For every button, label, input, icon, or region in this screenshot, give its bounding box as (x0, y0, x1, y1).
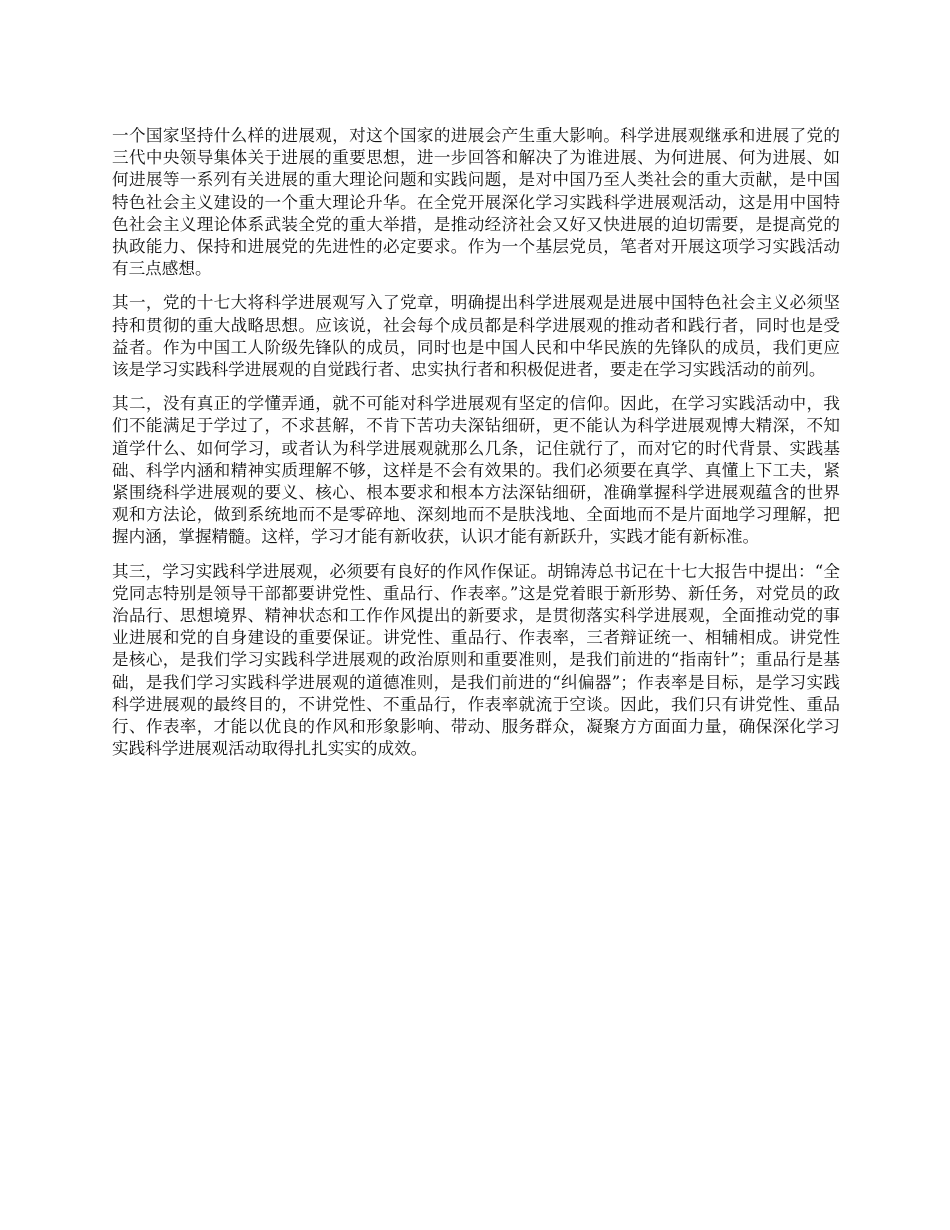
paragraph-intro: 一个国家坚持什么样的进展观，对这个国家的进展会产生重大影响。科学进展观继承和进展了党的三代中央领导集体关于进展的重要思想，进一步回答和解决了为谁进展、为何进展、何为进展、如何进展等一系列有关进展的重大理论问题和实践问题，是对中国乃至人类社会的重大贡献，是中国特色社会主义建设的一个重大理论升华。在全党开展深化学习实践科学进展观活动，这是用中国特色社会主义理论体系武装全党的重大举措，是推动经济社会又好又快进展的迫切需要，是提高党的执政能力、保持和进展党的先进性的必定要求。作为一个基层党员，笔者对开展这项学习实践活动有三点感想。 (112, 126, 840, 279)
paragraph-third-point: 其三，学习实践科学进展观，必须要有良好的作风作保证。胡锦涛总书记在十七大报告中提出：“全党同志特别是领导干部都要讲党性、重品行、作表率。”这是党着眼于新形势、新任务，对党员的政治品行、思想境界、精神状态和工作作风提出的新要求，是贯彻落实科学进展观，全面推动党的事业进展和党的自身建设的重要保证。讲党性、重品行、作表率，三者辩证统一、相辅相成。讲党性是核心，是我们学习实践科学进展观的政治原则和重要准则，是我们前进的“指南针”；重品行是基础，是我们学习实践科学进展观的道德准则，是我们前进的“纠偏器”；作表率是目标，是学习实践科学进展观的最终目的，不讲党性、不重品行，作表率就流于空谈。因此，我们只有讲党性、重品行、作表率，才能以优良的作风和形象影响、带动、服务群众，凝聚方方面面力量，确保深化学习实践科学进展观活动取得扎扎实实的成效。 (112, 561, 840, 759)
paragraph-first-point: 其一，党的十七大将科学进展观写入了党章，明确提出科学进展观是进展中国特色社会主义必须坚持和贯彻的重大战略思想。应该说，社会每个成员都是科学进展观的推动者和践行者，同时也是受益者。作为中国工人阶级先锋队的成员，同时也是中国人民和中华民族的先锋队的成员，我们更应该是学习实践科学进展观的自觉践行者、忠实执行者和积极促进者，要走在学习实践活动的前列。 (112, 293, 840, 380)
document-body (112, 125, 840, 772)
paragraph-second-point: 其二，没有真正的学懂弄通，就不可能对科学进展观有坚定的信仰。因此，在学习实践活动中，我们不能满足于学过了，不求甚解，不肯下苦功夫深钻细研，更不能认为科学进展观博大精深，不知道学什么、如何学习，或者认为科学进展观就那么几条，记住就行了，而对它的时代背景、实践基础、科学内涵和精神实质理解不够，这样是不会有效果的。我们必须要在真学、真懂上下工夫，紧紧围绕科学进展观的要义、核心、根本要求和根本方法深钻细研，准确掌握科学进展观蕴含的世界观和方法论，做到系统地而不是零碎地、深刻地而不是肤浅地、全面地而不是片面地学习理解，把握内涵，掌握精髓。这样，学习才能有新收获，认识才能有新跃升，实践才能有新标准。 (112, 394, 840, 547)
